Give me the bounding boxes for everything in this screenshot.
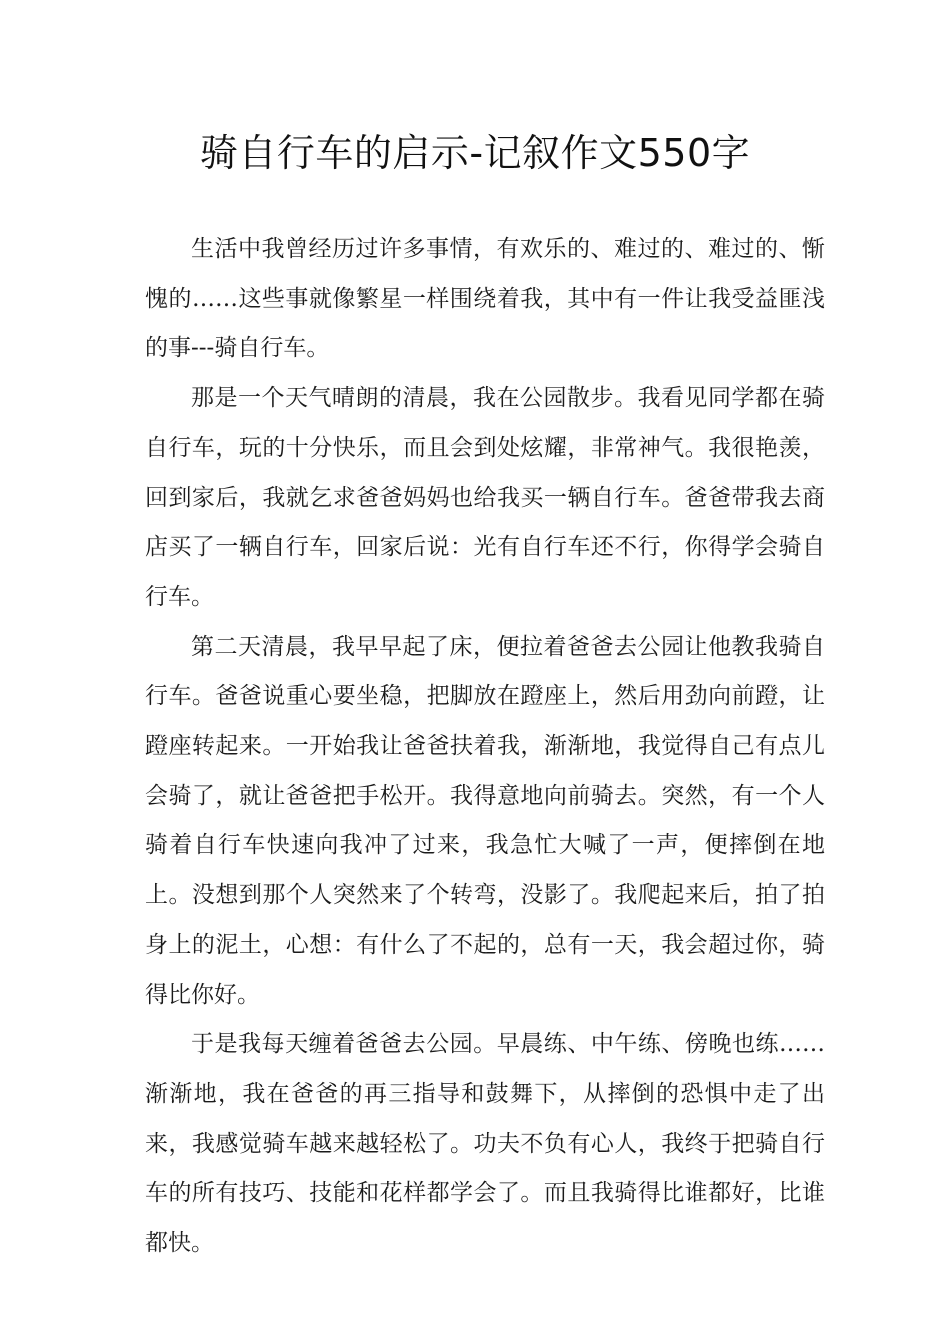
paragraph-2: 那是一个天气晴朗的清晨，我在公园散步。我看见同学都在骑自行车，玩的十分快乐，而且会到处炫耀，非常神气。我很艳羡，回到家后，我就乞求爸爸妈妈也给我买一辆自行车。爸爸带我去商店买了一辆自行车，回家后说：光有自行车还不行，你得学会骑自行车。 [145, 385, 825, 610]
paragraph-1: 生活中我曾经历过许多事情，有欢乐的、难过的、难过的、惭愧的……这些事就像繁星一样围绕着我，其中有一件让我受益匪浅的事---骑自行车。 [145, 236, 825, 362]
paragraph-3: 第二天清晨，我早早起了床，便拉着爸爸去公园让他教我骑自行车。爸爸说重心要坐稳，把脚放在蹬座上，然后用劲向前蹬，让蹬座转起来。一开始我让爸爸扶着我，渐渐地，我觉得自己有点儿会骑了，就让爸爸把手松开。我得意地向前骑去。突然，有一个人骑着自行车快速向我冲了过来，我急忙大喊了一声，便摔倒在地上。没想到那个人突然来了个转弯，没影了。我爬起来后，拍了拍身上的泥土，心想：有什么了不起的，总有一天，我会超过你，骑得比你好。 [145, 633, 825, 1008]
paragraph-4: 于是我每天缠着爸爸去公园。早晨练、中午练、傍晚也练……渐渐地，我在爸爸的再三指导和鼓舞下，从摔倒的恐惧中走了出来，我感觉骑车越来越轻松了。功夫不负有心人，我终于把骑自行车的所有技巧、技能和花样都学会了。而且我骑得比谁都好，比谁都快。 [145, 1031, 825, 1257]
document-body [145, 225, 825, 1269]
document-title: 骑自行车的启示-记叙作文550字 [199, 131, 751, 175]
